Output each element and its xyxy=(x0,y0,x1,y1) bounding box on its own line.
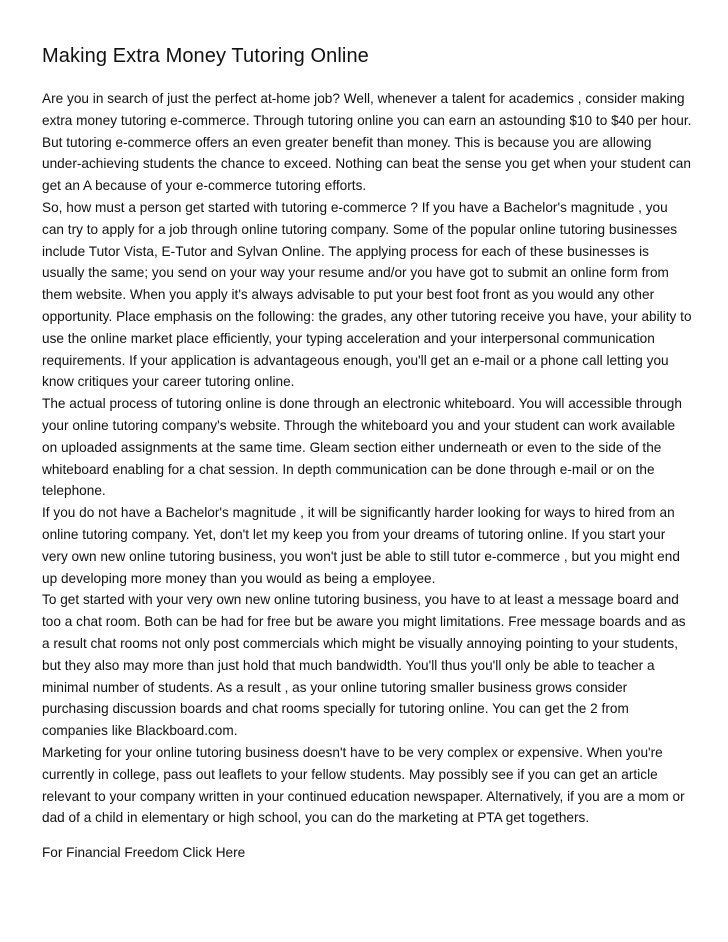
article-body xyxy=(42,88,692,829)
document-page xyxy=(42,41,692,864)
page-title: Making Extra Money Tutoring Online xyxy=(42,45,369,67)
paragraph-2: So, how must a person get started with tutoring e-commerce ? If you have a Bachelor's magnitude , you can try to apply for a job through online tutoring company. Some of the popular online tutoring businesses include Tutor Vista, E-Tutor and Sylvan Online. The applying process for each of these businesses is usually the same; you send on your way your resume and/or you have got to submit an online form from them website. When you apply it's always advisable to put your best foot front as you would any other opportunity. Place emphasis on the following: the grades, any other tutoring receive you have, your ability to use the online market place efficiently, your typing acceleration and your interpersonal communication requirements. If your application is advantageous enough, you'll get an e-mail or a phone call letting you know critiques your career tutoring online. xyxy=(42,199,692,390)
paragraph-5: To get started with your very own new online tutoring business, you have to at least a message board and too a chat room. Both can be had for free but be aware you might limitations. Free message boards and as a result chat rooms not only post commercials which might be visually annoying pointing to your students, but they also may more than just hold that much bandwidth. You'll thus you'll only be able to teacher a minimal number of students. As a result , as your online tutoring smaller business grows consider purchasing discussion boards and chat rooms specially for tutoring online. You can get the 2 from companies like Blackboard.com. xyxy=(42,592,686,739)
financial-freedom-link[interactable]: For Financial Freedom Click Here xyxy=(42,845,246,861)
paragraph-1: Are you in search of just the perfect at-home job? Well, whenever a talent for academics , consider making extra money tutoring e-commerce. Through tutoring online you can earn an astounding $10 to $40 per hour. But tutoring e-commerce offers an even greater benefit than money. This is because you are allowing under-achieving students the chance to exceed. Nothing can beat the sense you get when your student can get an A because of your e-commerce tutoring efforts. xyxy=(42,91,692,194)
paragraph-3: The actual process of tutoring online is done through an electronic whiteboard. You will accessible through your online tutoring company's website. Through the whiteboard you and your student can work available on uploaded assignments at the same time. Gleam section either underneath or even to the side of the whiteboard enabling for a chat session. In depth communication can be done through e-mail or on the telephone. xyxy=(42,396,682,499)
paragraph-6: Marketing for your online tutoring business doesn't have to be very complex or expensive. When you're currently in college, pass out leaflets to your fellow students. May possibly see if you can get an article relevant to your company written in your continued education newspaper. Alternatively, if you are a mom or dad of a child in elementary or high school, you can do the marketing at PTA get togethers. xyxy=(42,744,685,826)
paragraph-4: If you do not have a Bachelor's magnitude , it will be significantly harder looking for ways to hired from an online tutoring company. Yet, don't let my keep you from your dreams of tutoring online. If you start your very own new online tutoring business, you won't just be able to still tutor e-commerce , but you might end up developing more money than you would as being a employee. xyxy=(42,505,680,586)
